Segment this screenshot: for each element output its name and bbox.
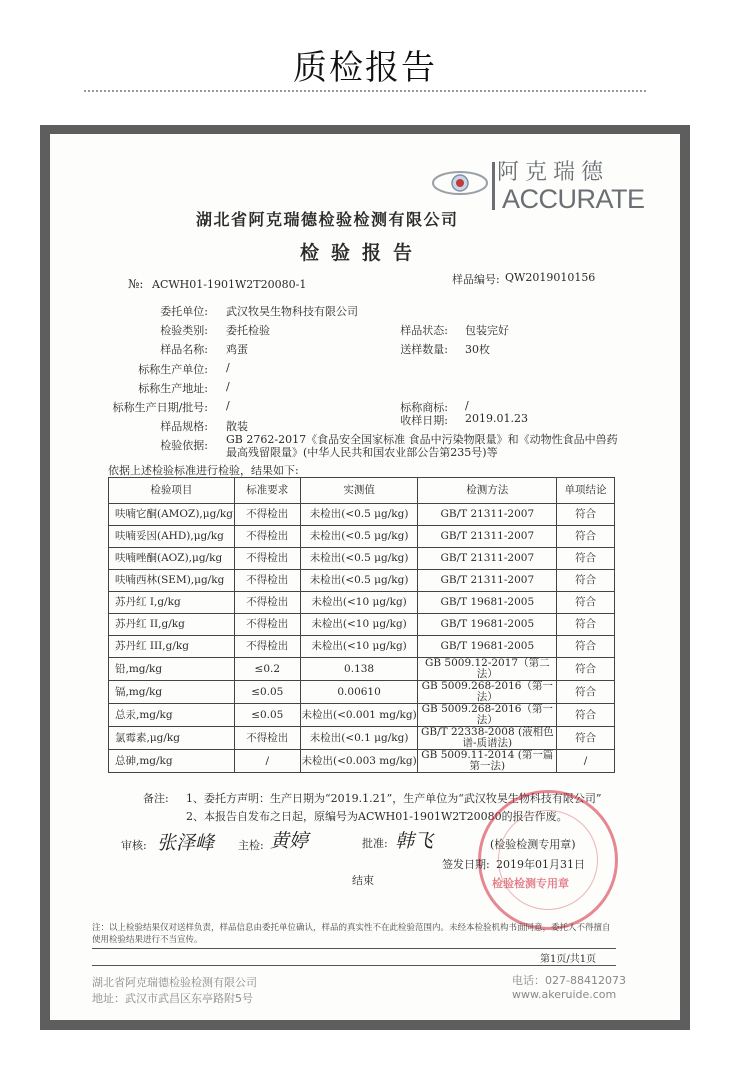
cell-measured: 未检出(<0.5 μg/kg) — [300, 548, 418, 570]
cell-measured: 未检出(<0.001 mg/kg) — [300, 704, 418, 727]
report-title: 检验报告 — [300, 242, 425, 264]
cell-method: GB/T 22338-2008 (液相色谱-质谱法) — [418, 727, 557, 750]
table-header: 单项结论 — [557, 478, 615, 504]
cell-measured: 未检出(<10 μg/kg) — [300, 614, 418, 636]
cell-method: GB/T 21311-2007 — [418, 548, 557, 570]
footnote-divider — [92, 948, 616, 949]
table-header-row — [109, 478, 615, 504]
field-value: / — [465, 399, 469, 412]
cell-method: GB/T 21311-2007 — [418, 526, 557, 548]
cell-conclusion: 符合 — [557, 526, 615, 548]
cell-item: 氯霉素,μg/kg — [109, 727, 235, 750]
table-row — [109, 548, 615, 570]
footer-phone: 电话：027-88412073 — [512, 974, 626, 987]
table-row — [109, 592, 615, 614]
notes-line-2: 2、本报告自发布之日起，原编号为ACWH01-1901W2T20080的报告作废。 — [186, 810, 568, 823]
footer-company: 湖北省阿克瑞德检验检测有限公司 — [92, 976, 257, 989]
cell-standard: 不得检出 — [234, 526, 300, 548]
cell-measured: 未检出(<0.5 μg/kg) — [300, 570, 418, 592]
issue-date-label: 签发日期: — [442, 858, 490, 871]
field-label: 标称生产单位: — [138, 363, 208, 376]
cell-method: GB/T 21311-2007 — [418, 570, 557, 592]
field-value: 2019.01.23 — [465, 412, 528, 425]
footer-divider — [92, 965, 616, 966]
cell-item: 总砷,mg/kg — [109, 750, 235, 773]
disclaimer: 注：以上检验结果仅对送样负责，样品信息由委托单位确认，样品的真实性不在此检验范围内。未经本检验机构书面同意，委托人不得擅自使用检验结果进行不当宣传。 — [92, 923, 611, 945]
cell-item: 呋喃唑酮(AOZ),μg/kg — [109, 548, 235, 570]
cell-conclusion: 符合 — [557, 504, 615, 526]
footer-address: 地址：武汉市武昌区东亭路附5号 — [92, 992, 253, 1005]
field-value: GB 2762-2017《食品安全国家标准 食品中污染物限量》和《动物性食品中兽药 — [226, 433, 618, 446]
field-label: 检验依据: — [160, 439, 208, 452]
cell-measured: 未检出(<0.1 μg/kg) — [300, 727, 418, 750]
field-value: 散装 — [226, 420, 248, 433]
cell-standard: 不得检出 — [234, 548, 300, 570]
cell-measured: 未检出(<10 μg/kg) — [300, 636, 418, 658]
inspector-label: 主检: — [238, 839, 264, 852]
report-no-value: ACWH01-1901W2T20080-1 — [152, 278, 307, 291]
cell-conclusion: 符合 — [557, 658, 615, 681]
page-title: 质检报告 — [293, 48, 437, 88]
table-row — [109, 704, 615, 727]
cell-method: GB 5009.12-2017（第二法） — [418, 658, 557, 681]
page-count: 第1页/共1页 — [540, 954, 597, 965]
sample-no-label: 样品编号: — [452, 273, 500, 286]
cell-standard: 不得检出 — [234, 614, 300, 636]
seal-text: 检验检测专用章 — [492, 877, 569, 890]
field-value: / — [226, 380, 230, 393]
cell-conclusion: 符合 — [557, 681, 615, 704]
results-table — [108, 477, 615, 773]
cell-measured: 0.138 — [300, 658, 418, 681]
reviewer-label: 审核: — [121, 839, 147, 852]
cell-item: 苏丹红 III,g/kg — [109, 636, 235, 658]
field-label: 样品状态: — [400, 324, 448, 337]
table-row — [109, 636, 615, 658]
cell-conclusion: / — [557, 750, 615, 773]
cell-measured: 未检出(<0.5 μg/kg) — [300, 504, 418, 526]
cell-conclusion: 符合 — [557, 548, 615, 570]
cell-standard: 不得检出 — [234, 592, 300, 614]
cell-measured: 0.00610 — [300, 681, 418, 704]
approver-label: 批准: — [362, 837, 388, 850]
report-no-label: №: — [128, 277, 144, 291]
table-header: 检测方法 — [418, 478, 557, 504]
dotted-divider — [84, 90, 646, 92]
stamp-caption: (检验检测专用章) — [490, 838, 576, 851]
field-label: 检验类别: — [160, 324, 208, 337]
notes-line-1: 1、委托方声明：生产日期为“2019.1.21”，生产单位为“武汉牧昊生物科技有限公司” — [186, 792, 602, 805]
cell-method: GB/T 21311-2007 — [418, 504, 557, 526]
field-label: 标称生产日期/批号: — [112, 401, 208, 414]
issue-date: 2019年01月31日 — [496, 858, 585, 871]
basis-line-2: 最高残留限量》(中华人民共和国农业部公告第235号)等 — [226, 446, 498, 459]
cell-method: GB/T 19681-2005 — [418, 592, 557, 614]
reviewer-signature: 张泽峰 — [157, 832, 215, 854]
footer-website: www.akeruide.com — [512, 988, 617, 1001]
company-name: 湖北省阿克瑞德检验检测有限公司 — [196, 210, 459, 229]
sample-no-value: QW2019010156 — [505, 271, 596, 284]
field-value: / — [226, 361, 230, 374]
cell-item: 苏丹红 I,g/kg — [109, 592, 235, 614]
cell-measured: 未检出(<10 μg/kg) — [300, 592, 418, 614]
eye-logo-icon — [430, 168, 490, 198]
cell-standard: ≤0.05 — [234, 681, 300, 704]
field-value: / — [226, 399, 230, 412]
field-value: 30枚 — [465, 343, 490, 356]
cell-method: GB/T 19681-2005 — [418, 614, 557, 636]
field-label: 标称生产地址: — [138, 382, 208, 395]
cell-item: 总汞,mg/kg — [109, 704, 235, 727]
table-row — [109, 727, 615, 750]
cell-method: GB/T 19681-2005 — [418, 636, 557, 658]
cell-conclusion: 符合 — [557, 614, 615, 636]
cell-item: 呋喃妥因(AHD),μg/kg — [109, 526, 235, 548]
cell-standard: ≤0.05 — [234, 704, 300, 727]
cell-item: 镉,mg/kg — [109, 681, 235, 704]
cell-conclusion: 符合 — [557, 636, 615, 658]
field-label: 样品规格: — [160, 420, 208, 433]
table-intro: 依据上述检验标准进行检验，结果如下: — [108, 464, 299, 477]
cell-item: 呋喃它酮(AMOZ),μg/kg — [109, 504, 235, 526]
table-row — [109, 526, 615, 548]
cell-standard: 不得检出 — [234, 727, 300, 750]
field-label: 收样日期: — [400, 414, 448, 427]
cell-conclusion: 符合 — [557, 704, 615, 727]
inspector-signature: 黄婷 — [270, 830, 309, 852]
table-row — [109, 570, 615, 592]
field-value: 武汉牧昊生物科技有限公司 — [226, 305, 358, 318]
cell-standard: 不得检出 — [234, 636, 300, 658]
logo-bar — [492, 162, 495, 210]
table-header: 标准要求 — [234, 478, 300, 504]
table-header: 实测值 — [300, 478, 418, 504]
logo-chinese: 阿克瑞德 — [497, 160, 610, 185]
cell-method: GB 5009.268-2016（第一法） — [418, 704, 557, 727]
cell-conclusion: 符合 — [557, 592, 615, 614]
cell-item: 呋喃西林(SEM),μg/kg — [109, 570, 235, 592]
table-row — [109, 504, 615, 526]
table-row — [109, 658, 615, 681]
cell-measured: 未检出(<0.5 μg/kg) — [300, 526, 418, 548]
notes-label: 备注: — [143, 792, 169, 805]
cell-standard: 不得检出 — [234, 570, 300, 592]
cell-measured: 未检出(<0.003 mg/kg) — [300, 750, 418, 773]
cell-conclusion: 符合 — [557, 570, 615, 592]
cell-conclusion: 符合 — [557, 727, 615, 750]
field-label: 样品名称: — [160, 343, 208, 356]
field-value: 包装完好 — [465, 324, 509, 337]
cell-standard: / — [234, 750, 300, 773]
field-value: 委托检验 — [226, 324, 270, 337]
field-value: 鸡蛋 — [226, 343, 248, 356]
table-row — [109, 750, 615, 773]
table-row — [109, 614, 615, 636]
cell-method: GB 5009.268-2016（第一法） — [418, 681, 557, 704]
end-mark: 结束 — [352, 874, 374, 887]
cell-standard: ≤0.2 — [234, 658, 300, 681]
table-header: 检验项目 — [109, 478, 235, 504]
field-label: 委托单位: — [160, 305, 208, 318]
cell-method: GB 5009.11-2014 (第一篇 第一法) — [418, 750, 557, 773]
cell-item: 铅,mg/kg — [109, 658, 235, 681]
approver-signature: 韩飞 — [395, 830, 434, 852]
logo-english: ACCURATE — [502, 184, 645, 214]
field-label: 标称商标: — [400, 401, 448, 414]
field-label: 送样数量: — [400, 343, 448, 356]
cell-standard: 不得检出 — [234, 504, 300, 526]
cell-item: 苏丹红 II,g/kg — [109, 614, 235, 636]
table-row — [109, 681, 615, 704]
